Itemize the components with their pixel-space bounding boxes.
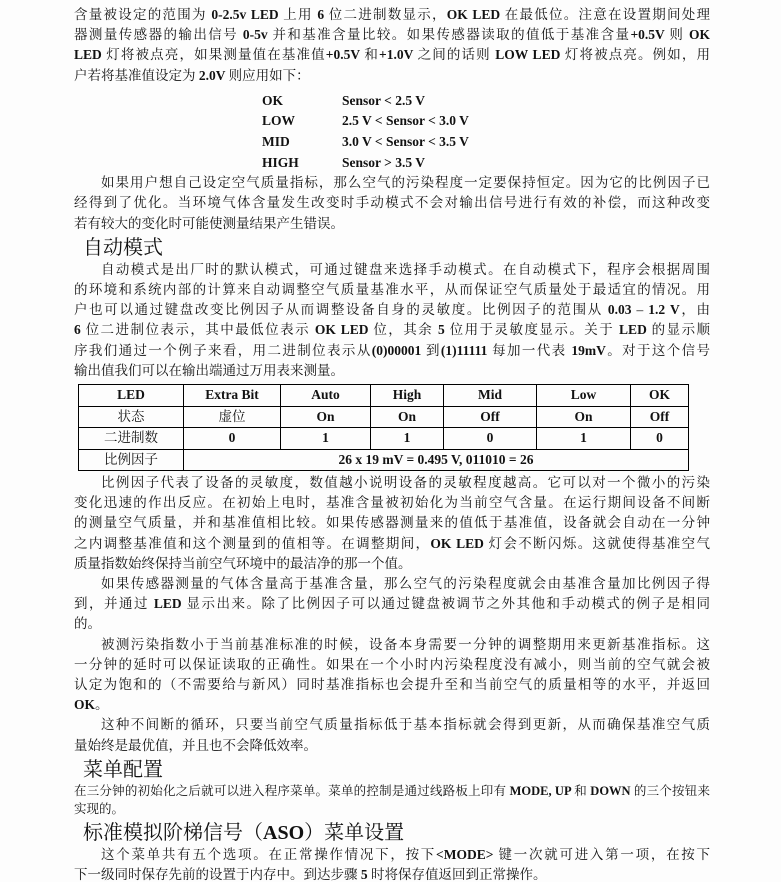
- text-line: 质量指数始终保持当前空气环境中的最洁净的那一个值。: [74, 555, 412, 571]
- text-line: 如果用户想自己设定空气质量指标，那么空气的污染程度一定要保持恒定。因为它的比例因子已: [101, 175, 710, 191]
- table-cell: 1: [371, 428, 444, 450]
- table-cell: OK: [631, 385, 689, 407]
- led-level-label: MID: [262, 134, 290, 149]
- led-threshold-list: [262, 91, 710, 173]
- led-level-label: HIGH: [262, 154, 299, 170]
- table-row-binary: [79, 428, 689, 450]
- table-cell-factor-value: 26 x 19 mV = 0.495 V, 011010 = 26: [184, 449, 689, 471]
- text-line: 经得到了优化。当环境气体含量发生改变时手动模式不会对输出信号进行有效的补偿，而这种改变: [74, 195, 710, 211]
- text-line: 户若将基准值设定为 2.0V 则应用如下：: [74, 67, 310, 83]
- text-line: 的环境和系统内部的计算来自动调整空气质量基准水平，从而保证空气质量处于最适宜的情况。用: [74, 282, 710, 297]
- led-threshold-row: [262, 111, 710, 132]
- heading-menu-config: 菜单配置: [83, 758, 163, 781]
- led-level-range: Sensor > 3.5 V: [342, 154, 425, 170]
- heading-aso-menu: 标准模拟阶梯信号（ASO）菜单设置: [83, 821, 405, 844]
- table-cell: Off: [631, 406, 689, 428]
- table-cell: Auto: [281, 385, 371, 407]
- table-cell: 1: [537, 428, 631, 450]
- text-line: 到，并通过 LED 显示出来。除了比例因子可以通过键盘被调节之外其他和手动模式的例子是相同: [74, 596, 711, 612]
- text-line: 若有较大的变化时可能使测量结果产生错误。: [74, 215, 344, 231]
- led-level-label: OK: [262, 92, 284, 108]
- text-line: 量始终是最优值，并且也不会降低效率。: [74, 737, 317, 753]
- paragraph-below-baseline: [74, 635, 710, 716]
- text-line: 这个菜单共有五个选项。在正常操作情况下，按下<MODE> 键一次就可进入第一项，在按下: [101, 846, 711, 862]
- table-cell: On: [371, 406, 444, 428]
- led-threshold-row: [262, 153, 710, 174]
- table-cell: 1: [281, 428, 371, 450]
- table-cell: Low: [537, 385, 631, 407]
- led-status-table: [78, 384, 689, 471]
- text-line: 下一级同时保存先前的设置于内存中。到达步骤 5 时将保存值返回到正常操作。: [74, 867, 547, 882]
- table-cell: Extra Bit: [184, 385, 281, 407]
- text-line: 器测量传感器的输出信号 0-5v 并和基准含量比较。如果传感器读取的值低于基准含量+0.5V 则 OK: [74, 27, 711, 43]
- text-line: OK。: [74, 697, 109, 713]
- text-line: 输出值我们可以在输出端通过万用表来测量。: [74, 362, 344, 378]
- table-cell: 0: [631, 428, 689, 450]
- text-line: 一分钟的延时可以保证读取的正确性。如果在一个小时内污染程度没有减小，则当前的空气就会被: [74, 656, 710, 672]
- text-line: 被测污染指数小于当前基准标准的时候，设备本身需要一分钟的调整期用来更新基准指标。这: [101, 636, 710, 652]
- paragraph-range-intro: [74, 5, 710, 86]
- led-level-label: LOW: [262, 113, 296, 129]
- table-cell: 虚位: [184, 406, 281, 428]
- text-line: 之内调整基准值和这个测量到的值相等。在调整期间，OK LED 灯会不断闪烁。这就使得基准空气: [74, 535, 711, 551]
- led-level-range: 3.0 V < Sensor < 3.5 V: [342, 134, 469, 149]
- table-cell: 0: [444, 428, 537, 450]
- text-line: 认定为饱和的（不需要给与新风）同时基准指标也会提升至和当前空气的质量相等的水平，并返回: [74, 677, 710, 693]
- table-cell: High: [371, 385, 444, 407]
- paragraph-manual-warning: [74, 173, 710, 234]
- text-line: 自动模式是出厂时的默认模式，可通过键盘来选择手动模式。在自动模式下，程序会根据周围: [101, 261, 710, 277]
- paragraph-aso-menu: [74, 845, 710, 882]
- led-threshold-row: [262, 132, 710, 153]
- text-line: 比例因子代表了设备的灵敏度，数值越小说明设备的灵敏程度越高。它可以对一个微小的污染: [101, 475, 710, 491]
- table-row-status: [79, 406, 689, 428]
- table-cell: On: [537, 406, 631, 428]
- table-cell: LED: [79, 385, 184, 407]
- table-cell: Off: [444, 406, 537, 428]
- led-level-range: Sensor < 2.5 V: [342, 92, 425, 108]
- text-line: 6 位二进制位表示，其中最低位表示 OK LED 位，其余 5 位用于灵敏度显示。关于 LED 的显示顺: [74, 322, 711, 338]
- table-cell: 二进制数: [79, 428, 184, 450]
- table-cell: 比例因子: [79, 449, 184, 471]
- text-line: 序我们通过一个例子来看，用二进制位表示从(0)00001 到(1)11111 每加一代表 19mV。对于这个信号: [74, 342, 711, 358]
- text-line: 在三分钟的初始化之后就可以进入程序菜单。菜单的控制是通过线路板上印有 MODE, UP 和 DOWN 的三个按钮来: [74, 783, 710, 798]
- heading-auto-mode: 自动模式: [83, 236, 163, 259]
- text-line: 实现的。: [74, 802, 125, 817]
- text-line: 如果传感器测量的气体含量高于基准含量，那么空气的污染程度就会由基准含量加比例因子得: [101, 576, 710, 592]
- text-line: 这种不间断的循环，只要当前空气质量指标低于基本指标就会得到更新，从而确保基准空气质: [101, 717, 710, 733]
- paragraph-above-baseline: [74, 574, 710, 635]
- led-threshold-row: [262, 91, 710, 112]
- table-row-factor: [79, 449, 689, 471]
- paragraph-loop-update: [74, 715, 710, 755]
- text-line: 户也可以通过键盘改变比例因子从而调整设备自身的灵敏度。比例因子的范围从 0.03 – 1.2 V，由: [74, 302, 711, 318]
- text-line: 变化迅速的作出反应。在初始上电时，基准含量被初始化为当前空气含量。在运行期间设备不间断: [74, 495, 710, 511]
- text-line: 的。: [74, 616, 101, 632]
- table-cell: 0: [184, 428, 281, 450]
- text-line: LED 灯将被点亮，如果测量值在基准值+0.5V 和+1.0V 之间的话则 LOW LED 灯将被点亮。例如，用: [74, 47, 711, 63]
- table-cell: Mid: [444, 385, 537, 407]
- table-cell: On: [281, 406, 371, 428]
- table-cell: 状态: [79, 406, 184, 428]
- paragraph-auto-mode: [74, 260, 710, 381]
- led-level-range: 2.5 V < Sensor < 3.0 V: [342, 113, 469, 129]
- paragraph-scale-factor: [74, 473, 710, 574]
- paragraph-menu-buttons: [74, 782, 710, 819]
- text-line: 的测量空气质量，并和基准值相比较。如果传感器测量来的值低于基准值，设备就会自动在一分钟: [74, 515, 710, 531]
- table-row-led: [79, 385, 689, 407]
- text-line: 含量被设定的范围为 0-2.5v LED 上用 6 位二进制数显示，OK LED 在最低位。注意在设置期间处理: [74, 7, 711, 22]
